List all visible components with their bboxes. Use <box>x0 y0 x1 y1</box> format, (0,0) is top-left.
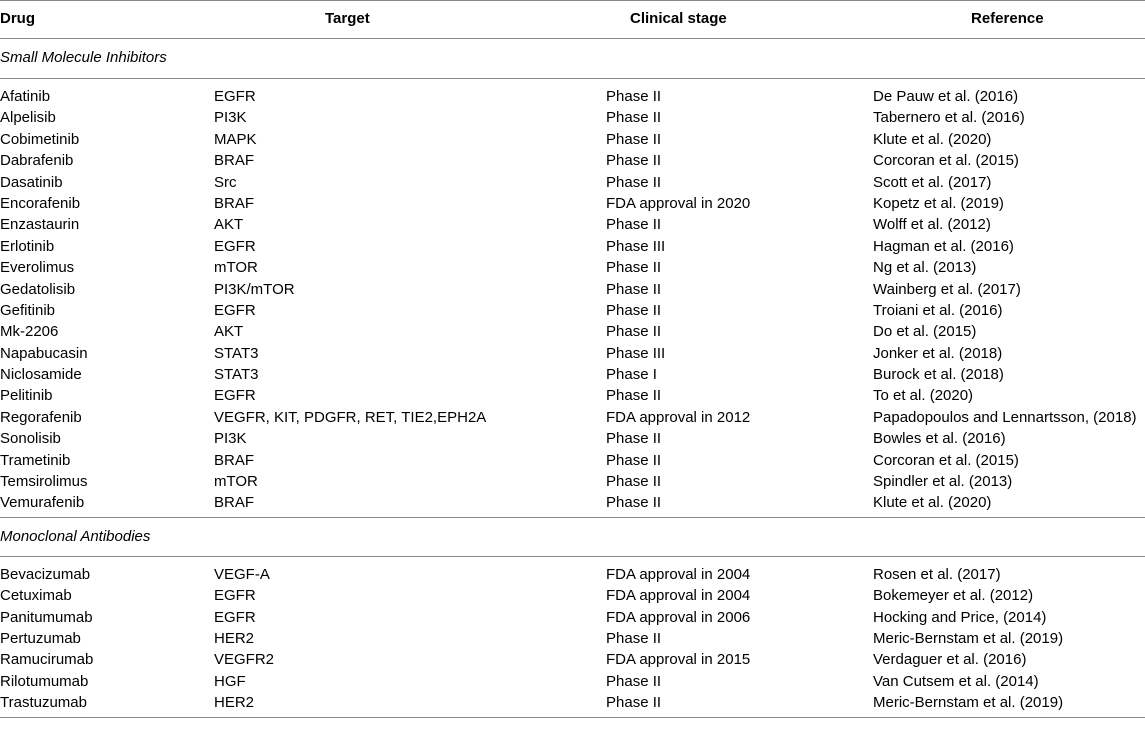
cell-reference: Hocking and Price, (2014) <box>873 608 1047 626</box>
cell-target: BRAF <box>214 152 255 170</box>
cell-drug: Enzastaurin <box>0 216 80 234</box>
section-title: Small Molecule Inhibitors <box>0 49 167 66</box>
cell-target: BRAF <box>214 451 255 469</box>
cell-target: HGF <box>214 672 246 690</box>
cell-drug: Cobimetinib <box>0 130 80 148</box>
cell-stage: FDA approval in 2012 <box>606 408 751 426</box>
cell-reference: Wolff et al. (2012) <box>873 216 991 234</box>
table-row <box>0 628 1145 649</box>
cell-stage: Phase II <box>606 672 662 690</box>
cell-reference: Kopetz et al. (2019) <box>873 194 1004 212</box>
cell-target: HER2 <box>214 629 255 647</box>
cell-reference: Wainberg et al. (2017) <box>873 280 1021 298</box>
cell-stage: Phase III <box>606 237 666 255</box>
table-row <box>0 692 1145 713</box>
cell-reference: Jonker et al. (2018) <box>873 344 1003 362</box>
cell-target: STAT3 <box>214 366 259 384</box>
cell-reference: Verdaguer et al. (2016) <box>873 651 1027 669</box>
cell-target: mTOR <box>214 473 258 491</box>
cell-stage: Phase II <box>606 694 662 712</box>
cell-target: EGFR <box>214 88 256 105</box>
cell-stage: Phase II <box>606 259 662 277</box>
cell-drug: Trametinib <box>0 451 71 469</box>
cell-target: EGFR <box>214 608 256 626</box>
cell-drug: Pelitinib <box>0 387 53 405</box>
header-reference: Reference <box>971 10 1044 27</box>
table-row <box>0 564 1145 585</box>
bottom-rule <box>0 717 1145 718</box>
cell-drug: Bevacizumab <box>0 565 91 583</box>
cell-drug: Sonolisib <box>0 430 61 448</box>
cell-stage: Phase II <box>606 301 662 319</box>
cell-target: mTOR <box>214 259 258 277</box>
cell-reference: De Pauw et al. (2016) <box>873 88 1019 105</box>
table-row <box>0 585 1145 606</box>
cell-reference: Klute et al. (2020) <box>873 494 992 512</box>
cell-stage: Phase I <box>606 366 657 384</box>
table-row <box>0 172 1145 193</box>
cell-reference: Van Cutsem et al. (2014) <box>873 672 1039 690</box>
table-row <box>0 428 1145 449</box>
cell-drug: Panitumumab <box>0 608 93 626</box>
table-row <box>0 364 1145 385</box>
cell-stage: Phase II <box>606 152 662 170</box>
cell-reference: Klute et al. (2020) <box>873 130 992 148</box>
cell-stage: FDA approval in 2004 <box>606 587 751 605</box>
cell-drug: Temsirolimus <box>0 473 88 491</box>
cell-reference: Ng et al. (2013) <box>873 259 977 277</box>
cell-stage: Phase II <box>606 451 662 469</box>
cell-reference: Do et al. (2015) <box>873 323 977 341</box>
cell-stage: Phase II <box>606 387 662 405</box>
header-drug: Drug <box>0 10 35 27</box>
cell-drug: Pertuzumab <box>0 629 81 647</box>
cell-drug: Dabrafenib <box>0 152 74 170</box>
cell-reference: Meric-Bernstam et al. (2019) <box>873 694 1064 712</box>
cell-reference: Corcoran et al. (2015) <box>873 451 1019 469</box>
table-row <box>0 214 1145 235</box>
cell-stage: Phase II <box>606 629 662 647</box>
cell-target: VEGFR, KIT, PDGFR, RET, TIE2,EPH2A <box>214 408 487 426</box>
cell-drug: Ramucirumab <box>0 651 94 669</box>
cell-reference: Spindler et al. (2013) <box>873 473 1013 491</box>
cell-stage: Phase II <box>606 473 662 491</box>
cell-drug: Napabucasin <box>0 344 88 362</box>
cell-target: EGFR <box>214 237 256 255</box>
table-row <box>0 300 1145 321</box>
table-row <box>0 257 1145 278</box>
table-row <box>0 407 1145 428</box>
cell-target: EGFR <box>214 387 256 405</box>
cell-drug: Encorafenib <box>0 194 81 212</box>
table-row <box>0 107 1145 128</box>
header-target: Target <box>325 10 370 27</box>
cell-target: EGFR <box>214 301 256 319</box>
cell-drug: Trastuzumab <box>0 694 87 712</box>
cell-stage: Phase II <box>606 323 662 341</box>
table-header <box>0 0 1145 39</box>
cell-drug: Erlotinib <box>0 237 55 255</box>
cell-stage: Phase II <box>606 130 662 148</box>
cell-reference: To et al. (2020) <box>873 387 974 405</box>
cell-reference: Bokemeyer et al. (2012) <box>873 587 1034 605</box>
cell-target: AKT <box>214 216 244 234</box>
cell-target: BRAF <box>214 194 255 212</box>
cell-reference: Burock et al. (2018) <box>873 366 1004 384</box>
cell-target: PI3K <box>214 430 247 448</box>
cell-reference: Papadopoulos and Lennartsson, (2018) <box>873 408 1137 426</box>
cell-target: VEGF-A <box>214 565 270 583</box>
table-row <box>0 193 1145 214</box>
cell-reference: Hagman et al. (2016) <box>873 237 1014 255</box>
cell-stage: Phase II <box>606 109 662 127</box>
table-row <box>0 129 1145 150</box>
table-row <box>0 343 1145 364</box>
cell-target: PI3K/mTOR <box>214 280 295 298</box>
cell-drug: Dasatinib <box>0 173 63 191</box>
cell-reference: Scott et al. (2017) <box>873 173 992 191</box>
table-row <box>0 150 1145 171</box>
table-row <box>0 471 1145 492</box>
table-body <box>0 39 1145 718</box>
cell-drug: Niclosamide <box>0 366 82 384</box>
table-row <box>0 649 1145 670</box>
cell-target: STAT3 <box>214 344 259 362</box>
cell-stage: Phase II <box>606 88 662 105</box>
cell-stage: Phase II <box>606 173 662 191</box>
cell-target: EGFR <box>214 587 256 605</box>
cell-stage: FDA approval in 2015 <box>606 651 751 669</box>
cell-target: BRAF <box>214 494 255 512</box>
header-clinical-stage: Clinical stage <box>630 10 727 27</box>
table-row <box>0 450 1145 471</box>
section-heading <box>0 39 1145 79</box>
table-row <box>0 671 1145 692</box>
cell-stage: Phase II <box>606 430 662 448</box>
cell-stage: FDA approval in 2006 <box>606 608 751 626</box>
table-row <box>0 607 1145 628</box>
cell-reference: Bowles et al. (2016) <box>873 430 1006 448</box>
cell-target: Src <box>214 173 237 191</box>
cell-reference: Tabernero et al. (2016) <box>873 109 1025 127</box>
section-title: Monoclonal Antibodies <box>0 527 151 545</box>
cell-target: MAPK <box>214 130 257 148</box>
table-row <box>0 321 1145 342</box>
cell-target: PI3K <box>214 109 247 127</box>
cell-reference: Meric-Bernstam et al. (2019) <box>873 629 1064 647</box>
cell-stage: Phase III <box>606 344 666 362</box>
cell-drug: Gedatolisib <box>0 280 76 298</box>
cell-reference: Troiani et al. (2016) <box>873 301 1003 319</box>
cell-reference: Corcoran et al. (2015) <box>873 152 1019 170</box>
cell-drug: Rilotumumab <box>0 672 89 690</box>
table-row <box>0 279 1145 300</box>
cell-stage: FDA approval in 2020 <box>606 194 751 212</box>
cell-stage: Phase II <box>606 216 662 234</box>
cell-drug: Mk-2206 <box>0 323 59 341</box>
section-heading <box>0 517 1145 557</box>
cell-stage: Phase II <box>606 494 662 512</box>
cell-drug: Vemurafenib <box>0 494 85 512</box>
cell-stage: FDA approval in 2004 <box>606 565 751 583</box>
table-row <box>0 86 1145 107</box>
cell-drug: Alpelisib <box>0 109 56 127</box>
cell-target: HER2 <box>214 694 255 712</box>
cell-target: VEGFR2 <box>214 651 275 669</box>
cell-target: AKT <box>214 323 244 341</box>
table-row <box>0 385 1145 406</box>
cell-drug: Regorafenib <box>0 408 82 426</box>
table-row <box>0 492 1145 513</box>
cell-drug: Gefitinib <box>0 301 56 319</box>
cell-drug: Cetuximab <box>0 587 72 605</box>
cell-drug: Afatinib <box>0 88 51 105</box>
table-row <box>0 236 1145 257</box>
cell-drug: Everolimus <box>0 259 75 277</box>
cell-reference: Rosen et al. (2017) <box>873 565 1001 583</box>
cell-stage: Phase II <box>606 280 662 298</box>
